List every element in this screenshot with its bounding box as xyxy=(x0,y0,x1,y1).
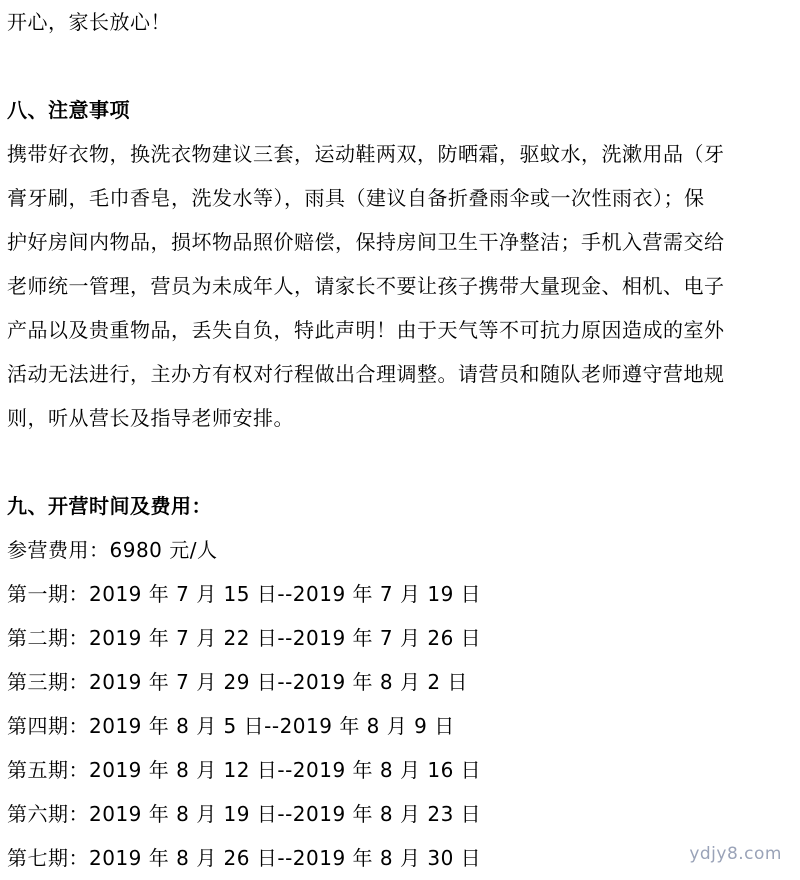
document-page xyxy=(7,0,793,880)
section-9-heading: 九、开营时间及费用： xyxy=(7,494,212,518)
session-item: 第一期：2019 年 7 月 15 日--2019 年 7 月 19 日 xyxy=(7,582,482,606)
session-item: 第六期：2019 年 8 月 19 日--2019 年 8 月 23 日 xyxy=(7,802,482,826)
fee-text: 参营费用：6980 元/人 xyxy=(7,538,218,562)
session-item: 第四期：2019 年 8 月 5 日--2019 年 8 月 9 日 xyxy=(7,714,455,738)
paragraph-line: 产品以及贵重物品，丢失自负，特此声明！由于天气等不可抗力原因造成的室外 xyxy=(7,318,725,342)
session-item: 第二期：2019 年 7 月 22 日--2019 年 7 月 26 日 xyxy=(7,626,482,650)
intro-tail-text: 开心，家长放心！ xyxy=(7,10,171,34)
spacer xyxy=(7,44,793,88)
watermark-text: ydjy8.com xyxy=(689,844,782,864)
session-list xyxy=(7,572,793,880)
spacer xyxy=(7,440,793,484)
paragraph-line: 老师统一管理，营员为未成年人，请家长不要让孩子携带大量现金、相机、电子 xyxy=(7,274,725,298)
section-8-heading: 八、注意事项 xyxy=(7,98,130,122)
session-item: 第五期：2019 年 8 月 12 日--2019 年 8 月 16 日 xyxy=(7,758,482,782)
session-item: 第七期：2019 年 8 月 26 日--2019 年 8 月 30 日 xyxy=(7,846,482,870)
paragraph-line: 膏牙刷，毛巾香皂，洗发水等），雨具（建议自备折叠雨伞或一次性雨衣）；保 xyxy=(7,186,705,210)
section-8-paragraph xyxy=(7,132,793,440)
paragraph-line: 护好房间内物品，损坏物品照价赔偿，保持房间卫生干净整洁；手机入营需交给 xyxy=(7,230,725,254)
paragraph-line: 活动无法进行，主办方有权对行程做出合理调整。请营员和随队老师遵守营地规 xyxy=(7,362,725,386)
paragraph-line: 携带好衣物，换洗衣物建议三套，运动鞋两双，防晒霜，驱蚊水，洗漱用品（牙 xyxy=(7,142,725,166)
session-item: 第三期：2019 年 7 月 29 日--2019 年 8 月 2 日 xyxy=(7,670,468,694)
paragraph-line: 则，听从营长及指导老师安排。 xyxy=(7,406,294,430)
